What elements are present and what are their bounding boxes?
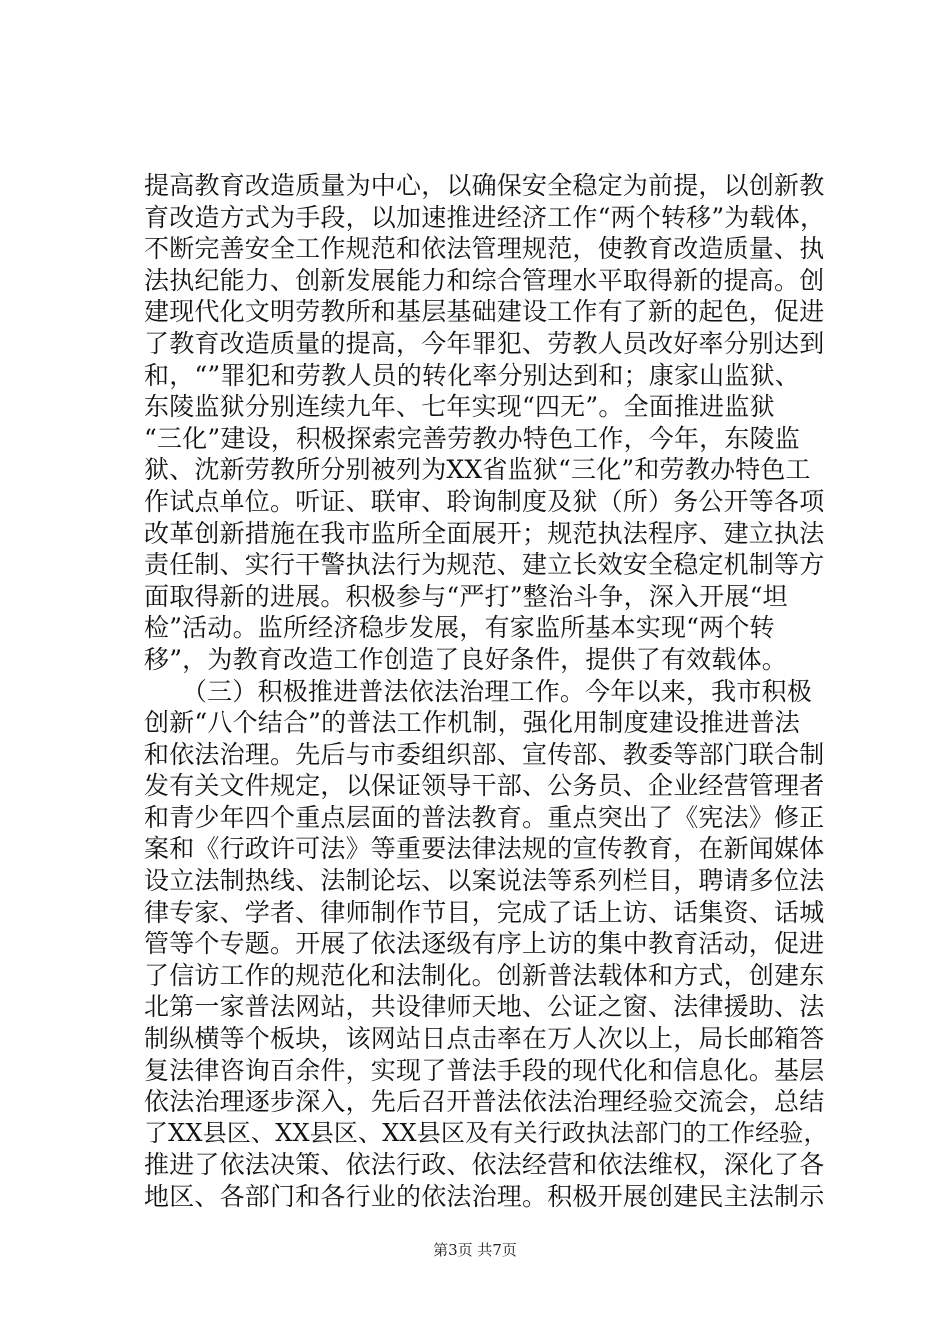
- text-line: 和依法治理。先后与市委组织部、宣传部、教委等部门联合制: [144, 739, 825, 769]
- text-line: 了信访工作的规范化和法制化。创新普法载体和方式，创建东: [144, 960, 825, 990]
- text-line: 复法律咨询百余件，实现了普法手段的现代化和信息化。基层: [144, 1055, 825, 1085]
- text-line: （三）积极推进普法依法治理工作。今年以来，我市积极: [144, 676, 812, 706]
- text-line: 设立法制热线、法制论坛、以案说法等系列栏目，聘请多位法: [144, 866, 825, 896]
- text-line: 管等个专题。开展了依法逐级有序上访的集中教育活动，促进: [144, 929, 825, 959]
- text-line: 责任制、实行干警执法行为规范、建立长效安全稳定机制等方: [144, 550, 825, 580]
- text-line: 制纵横等个板块，该网站日点击率在万人次以上，局长邮箱答: [144, 1024, 825, 1054]
- text-line: “三化”建设，积极探索完善劳教办特色工作，今年，东陵监: [144, 423, 800, 453]
- text-line: 育改造方式为手段，以加速推进经济工作“两个转移”为载体，: [144, 202, 826, 232]
- text-line: 移”，为教育改造工作创造了良好条件，提供了有效载体。: [144, 644, 787, 674]
- text-line: 东陵监狱分别连续九年、七年实现“四无”。全面推进监狱: [144, 392, 775, 422]
- text-line: 面取得新的进展。积极参与“严打”整治斗争，深入开展“坦: [144, 581, 788, 611]
- text-line: 和青少年四个重点层面的普法教育。重点突出了《宪法》修正: [144, 802, 825, 832]
- body-text: [144, 170, 828, 1213]
- text-line: 创新“八个结合”的普法工作机制，强化用制度建设推进普法: [144, 708, 800, 738]
- text-line: 改革创新措施在我市监所全面展开；规范执法程序、建立执法: [144, 518, 825, 548]
- text-line: 检”活动。监所经济稳步发展，有家监所基本实现“两个转: [144, 613, 775, 643]
- text-line: 狱、沈新劳教所分别被列为XX省监狱“三化”和劳教办特色工: [144, 455, 811, 485]
- text-line: 不断完善安全工作规范和依法管理规范，使教育改造质量、执: [144, 234, 825, 264]
- text-line: 案和《行政许可法》等重要法律法规的宣传教育，在新闻媒体: [144, 834, 825, 864]
- text-line: 法执纪能力、创新发展能力和综合管理水平取得新的提高。创: [144, 265, 825, 295]
- text-line: 了教育改造质量的提高，今年罪犯、劳教人员改好率分别达到: [144, 328, 825, 358]
- text-line: 作试点单位。听证、联审、聆询制度及狱（所）务公开等各项: [144, 486, 825, 516]
- text-line: 依法治理逐步深入，先后召开普法依法治理经验交流会，总结: [144, 1087, 825, 1117]
- text-line: 提高教育改造质量为中心，以确保安全稳定为前提，以创新教: [144, 171, 825, 200]
- text-line: 律专家、学者、律师制作节目，完成了话上访、话集资、话城: [144, 897, 825, 927]
- page-number-footer: 第3页 共7页: [433, 1241, 517, 1259]
- text-line: 发有关文件规定，以保证领导干部、公务员、企业经营管理者: [144, 771, 825, 801]
- text-line: 北第一家普法网站，共设律师天地、公证之窗、法律援助、法: [144, 992, 825, 1022]
- text-line: 地区、各部门和各行业的依法治理。积极开展创建民主法制示: [144, 1182, 825, 1211]
- text-line: 和，“”罪犯和劳教人员的转化率分别达到和；康家山监狱、: [144, 360, 800, 390]
- text-line: 了XX县区、XX县区、XX县区及有关行政执法部门的工作经验，: [144, 1118, 828, 1147]
- text-line: 建现代化文明劳教所和基层基础建设工作有了新的起色，促进: [144, 297, 825, 327]
- text-line: 推进了依法决策、依法行政、依法经营和依法维权，深化了各: [144, 1150, 825, 1180]
